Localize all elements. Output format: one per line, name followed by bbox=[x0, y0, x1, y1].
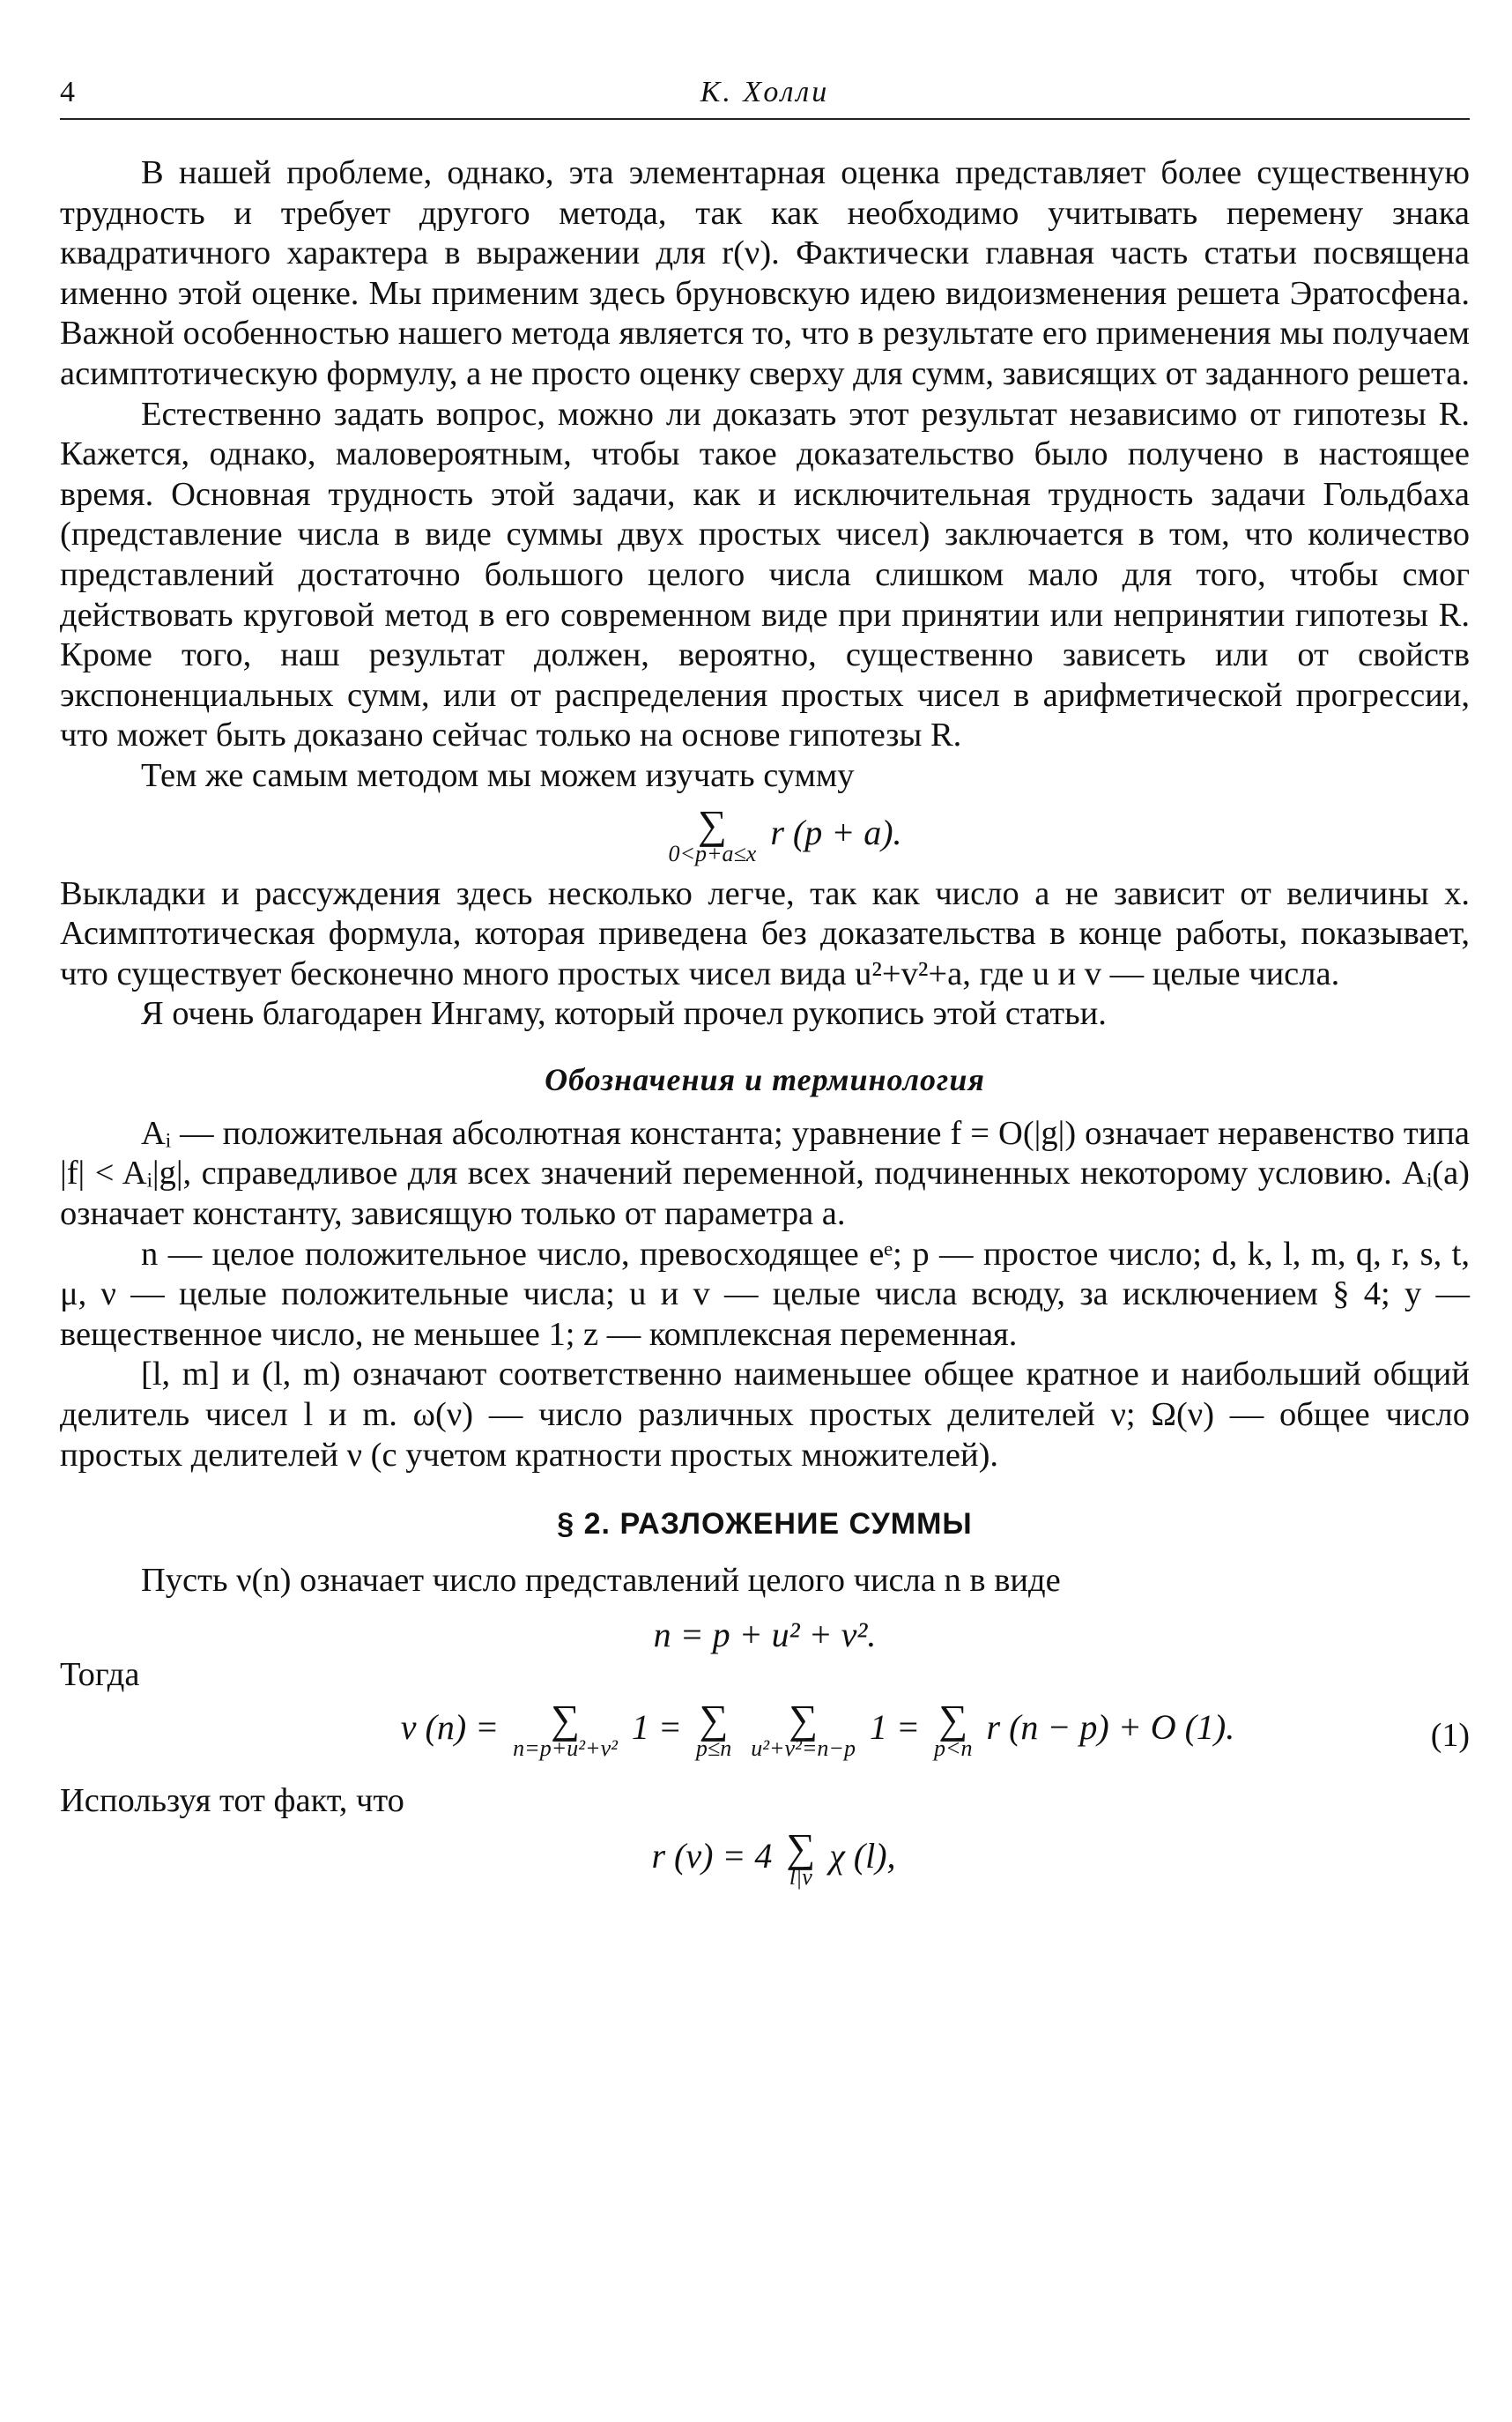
sum-body: r (p + a). bbox=[770, 812, 902, 852]
formula-1-term: 1 = bbox=[631, 1707, 682, 1748]
sum-symbol: ∑ p<n bbox=[933, 1697, 973, 1762]
paragraph-6: Aᵢ — положительная абсолютная константа; уравнение f = O(|g|) означает неравенство типа |f| < Aᵢ|g|, справедливое для всех значений переменной, подчиненных некоторому условию. Aᵢ(a) означает константу, зависящую только от параметра a. bbox=[60, 1114, 1470, 1233]
sum-symbol: ∑ n=p+u²+v² bbox=[513, 1697, 618, 1762]
page-number: 4 bbox=[60, 76, 75, 108]
sum-subscript: p≤n bbox=[695, 1735, 732, 1762]
formula-1 bbox=[60, 1697, 1470, 1762]
paragraph-5: Я очень благодарен Ингаму, который прочел рукопись этой статьи. bbox=[141, 995, 1107, 1033]
paragraph-2: Естественно задать вопрос, можно ли доказать этот результат независимо от гипотезы R. Кажется, однако, маловероятным, чтобы такое доказательство было получено в настоящее время. Основная трудность этой задачи, как и исключительная трудность задачи Гольдбаха (представление числа в виде суммы двух простых чисел) заключается в том, что количество представлений достаточно большого целого числа слишком мало для того, чтобы смог действовать круговой метод в его современном виде при принятии или непринятии гипотезы R. Кроме того, наш результат должен, вероятно, существенно зависеть или от свойств экспоненциальных сумм, или от распределения простых чисел в арифметической прогрессии, что может быть доказано сейчас только на основе гипотезы R. bbox=[60, 395, 1470, 754]
equation-number: (1) bbox=[1430, 1717, 1470, 1755]
paragraph-10: Тогда bbox=[60, 1655, 140, 1693]
sum-subscript: l|ν bbox=[789, 1864, 812, 1890]
sum-subscript: p<n bbox=[933, 1735, 973, 1762]
paragraph-4: Выкладки и рассуждения здесь несколько легче, так как число a не зависит от величины x. Асимптотическая формула, которая приведена без доказательства в конце работы, показывает, что существует бесконечно много простых чисел вида u²+v²+a, где u и v — целые числа. bbox=[60, 874, 1470, 992]
paragraph-7: n — целое положительное число, превосходящее eᵉ; p — простое число; d, k, l, m, q, r, s, t, μ, ν — целые положительные числа; u и v — целые числа всюду, за исключением § 4; y — вещественное число, не меньшее 1; z — комплексная переменная. bbox=[60, 1235, 1470, 1353]
formula-r-nu-rhs: χ (l), bbox=[829, 1836, 896, 1876]
sum-symbol: ∑ u²+v²=n−p bbox=[751, 1697, 856, 1762]
page-header bbox=[60, 72, 1470, 120]
section-2-heading: § 2. РАЗЛОЖЕНИЕ СУММЫ bbox=[557, 1507, 973, 1542]
paragraph-11: Используя тот факт, что bbox=[60, 1782, 404, 1820]
formula-representation: n = p + u² + v². bbox=[653, 1614, 877, 1654]
formula-1-rhs: r (n − p) + O (1). bbox=[986, 1707, 1235, 1748]
formula-1-term: 1 = bbox=[869, 1707, 920, 1748]
formula-r-nu bbox=[60, 1825, 1470, 1890]
paragraph-8: [l, m] и (l, m) означают соответственно наименьшее общее кратное и наибольший общий делитель чисел l и m. ω(ν) — число различных простых делителей ν; Ω(ν) — общее число простых делителей ν (с учетом кратности простых множителей). bbox=[60, 1356, 1470, 1474]
sum-subscript: n=p+u²+v² bbox=[513, 1735, 618, 1762]
sum-symbol: ∑ p≤n bbox=[695, 1697, 732, 1762]
running-title: К. Холли bbox=[700, 76, 830, 108]
formula-1-lhs: ν (n) = bbox=[400, 1707, 500, 1748]
formula-r-nu-lhs: r (ν) = 4 bbox=[651, 1836, 773, 1876]
sum-subscript: 0<p+a≤x bbox=[668, 840, 757, 866]
paragraph-1: В нашей проблеме, однако, эта элементарная оценка представляет более существенную трудность и требует другого метода, так как необходимо учитывать перемену знака квадратичного характера в выражении для r(ν). Фактически главная часть статьи посвящена именно этой оценке. Мы применим здесь бруновскую идею видоизменения решета Эратосфена. Важной особенностью нашего метода является то, что в результате его применения мы получаем асимптотическую формулу, а не просто оценку сверху для сумм, зависящих от заданного решета. bbox=[60, 154, 1471, 392]
formula-sum-r bbox=[60, 801, 1470, 866]
sum-subscript: u²+v²=n−p bbox=[751, 1735, 856, 1762]
notation-heading: Обозначения и терминология bbox=[545, 1061, 985, 1097]
paragraph-9: Пусть ν(n) означает число представлений целого числа n в виде bbox=[141, 1562, 1061, 1600]
text-body bbox=[60, 153, 1470, 1889]
sum-symbol: ∑ l|ν bbox=[786, 1825, 816, 1890]
paragraph-3: Тем же самым методом мы можем изучать сумму bbox=[141, 756, 855, 794]
sum-symbol: ∑ 0<p+a≤x bbox=[668, 801, 757, 866]
